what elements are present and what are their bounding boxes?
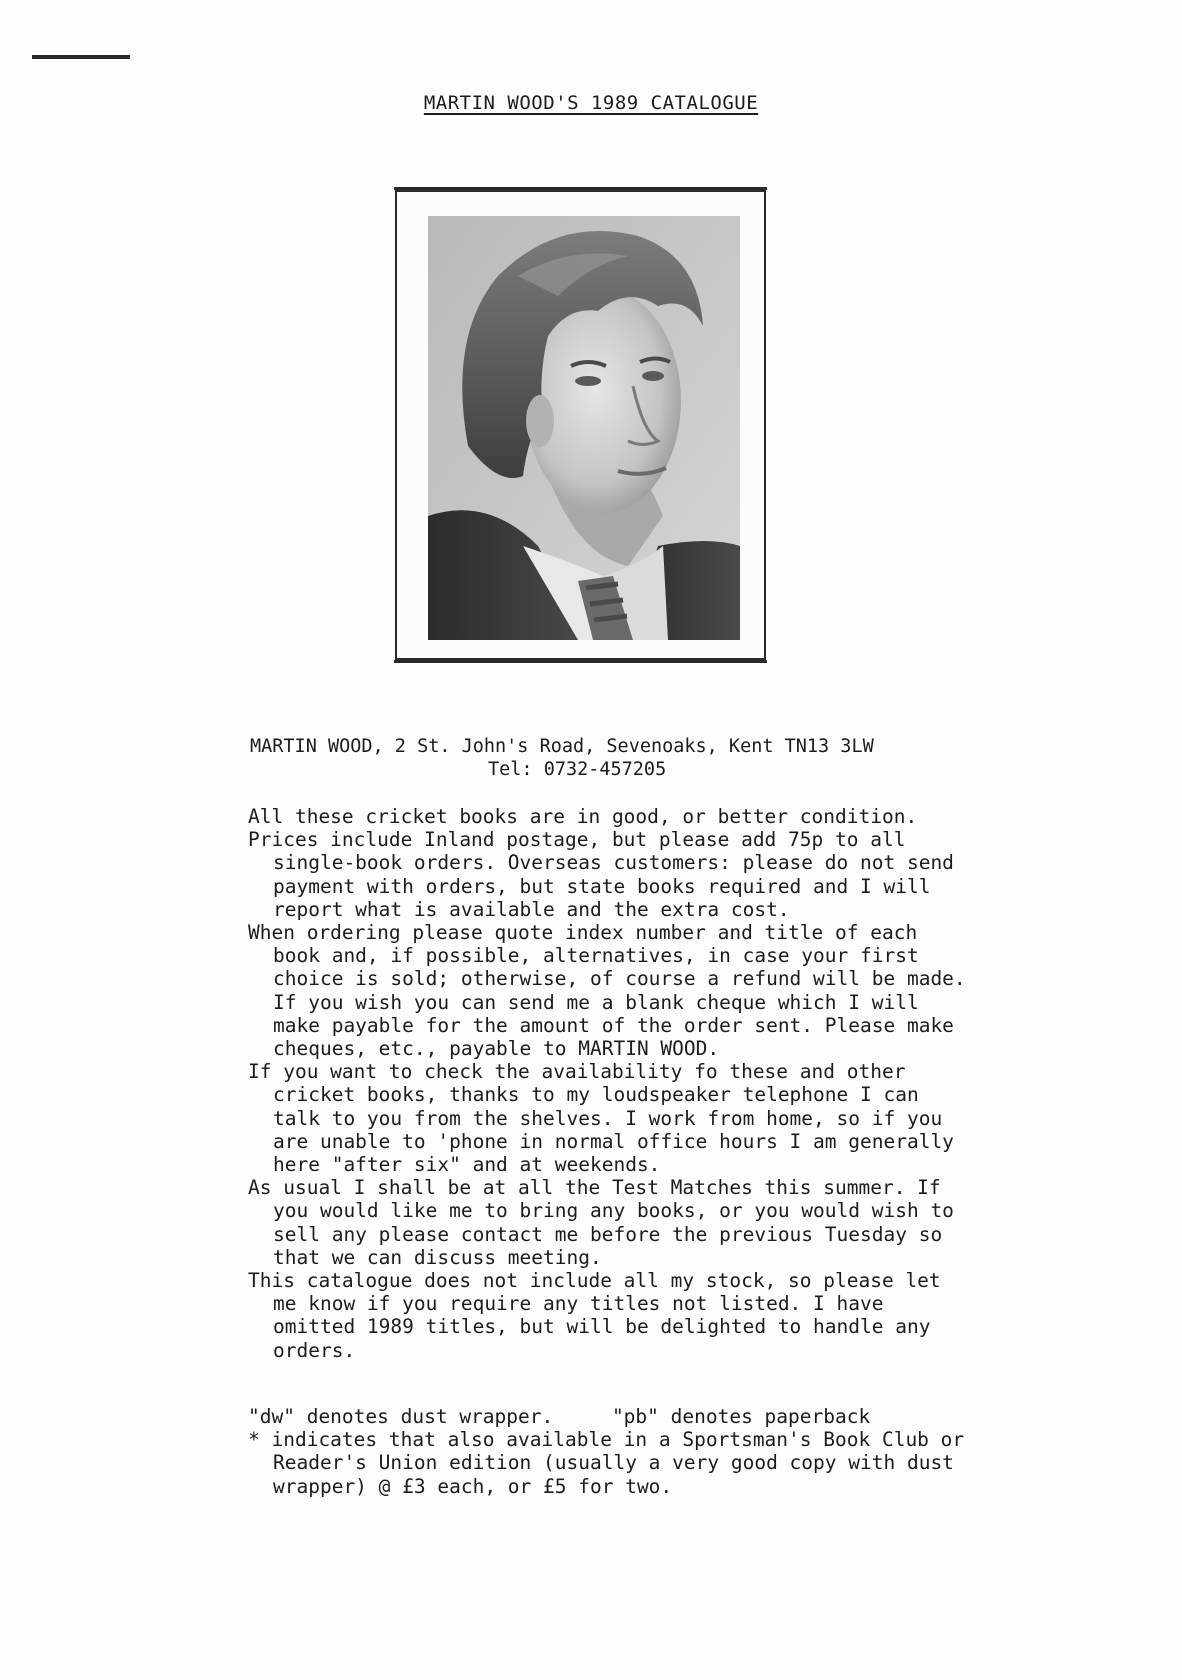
photo-frame — [395, 190, 766, 660]
address-block — [250, 735, 874, 781]
paragraph-stock: This catalogue does not include all my stock, so please let me know if you require any titles not listed. I have omitted 1989 titles, but will be delighted to handle any orders. — [248, 1269, 941, 1362]
notes-block — [248, 1405, 968, 1498]
page-title: MARTIN WOOD'S 1989 CATALOGUE — [423, 92, 759, 114]
address-line: MARTIN WOOD, 2 St. John's Road, Sevenoaks, Kent TN13 3LW — [250, 736, 874, 757]
portrait-photo — [428, 216, 740, 640]
paragraph-test-matches: As usual I shall be at all the Test Matches this summer. If you would like me to bring any books, or you would wish to sell any please contact me before the previous Tuesday so that we can discuss meeting. — [248, 1176, 954, 1269]
corner-rule — [32, 55, 130, 59]
terms-text — [248, 805, 968, 1362]
paragraph-availability: If you want to check the availability fo these and other cricket books, thanks to my loudspeaker telephone I can talk to you from the shelves. I work from home, so if you are unable to 'phone in normal office hours I am generally here "after six" and at weekends. — [248, 1060, 954, 1177]
book-club-note: * indicates that also available in a Sportsman's Book Club or Reader's Union edition (usually a very good copy with dust wrapper) @ £3 each, or £5 for two. — [248, 1428, 965, 1498]
paragraph-postage: Prices include Inland postage, but please add 75p to all single-book orders. Overseas customers: please do not send payment with orders, but state books required and I will report what is available and the extra cost. — [248, 828, 954, 921]
abbreviations-note: "dw" denotes dust wrapper. "pb" denotes paperback — [248, 1405, 871, 1428]
paragraph-ordering: When ordering please quote index number and title of each book and, if possible, alternatives, in case your first choice is sold; otherwise, of course a refund will be made. If you wish you can send me a blank cheque which I will make payable for the amount of the order sent. Please make cheques, etc., payable to MARTIN WOOD. — [248, 921, 966, 1061]
paragraph-condition: All these cricket books are in good, or better condition. — [248, 805, 918, 828]
telephone-line: Tel: 0732-457205 — [488, 759, 667, 780]
